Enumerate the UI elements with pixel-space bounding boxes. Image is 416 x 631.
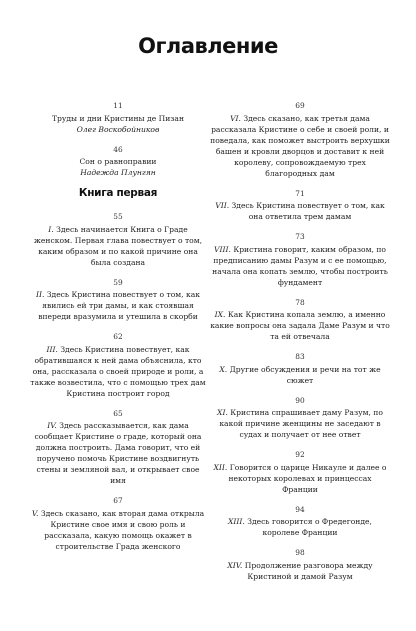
chapter-number: III. [46,344,61,354]
entry-text: Труды и дни Кристины де Пизан [51,113,185,123]
page-number: 83 [295,352,305,361]
toc-entry[interactable] [210,547,390,582]
page-number: 92 [295,450,305,459]
toc-entry[interactable] [28,408,208,487]
entry-text: Здесь сказано, как третья дама рассказала Кристине о себе и своей роли, и поведала, как поможет выстроить верхушки башен и кровли дворцов и доставит к ней королеву, сопровождаемую трех благородных дам [210,113,390,178]
chapter-number: XIII. [228,517,248,526]
page-number: 59 [113,277,123,287]
toc-entry[interactable] [28,277,208,323]
chapter-number: XIV. [227,560,245,570]
entry-text: Здесь Кристина повествует о том, как явились ей три дамы, и как стоявшая впереди вразумила и утешила в скорби [38,290,201,321]
entry-author: Надежда Плунгян [80,168,156,177]
toc-entry[interactable] [210,504,390,539]
entry-text: Другие обсуждения и речи на тот же сюжет [229,364,381,385]
right-column [210,100,390,591]
entry-text: Кристина спрашивает даму Разум, по какой причине женщины не заседают в судах и получает от нее ответ [219,408,383,439]
chapter-number: XI. [217,408,231,417]
page-number: 55 [113,212,123,221]
chapter-number: VIII. [214,244,234,254]
page-number: 90 [295,395,305,405]
chapter-number: I. [48,224,57,234]
page-number: 73 [295,232,305,241]
page-number: 65 [113,408,123,418]
toc-entry[interactable] [210,100,390,179]
chapter-number: X. [219,364,230,374]
toc-entry[interactable] [28,100,208,135]
toc-entry[interactable] [28,495,208,552]
entry-text: Сон о равноправии [79,157,157,166]
toc-entry[interactable] [28,211,208,268]
chapter-number: VI. [230,113,244,123]
entry-text: Здесь Кристина повествует о том, как она ответила трем дамам [231,201,385,221]
toc-entry[interactable] [28,144,208,179]
chapter-number: II. [35,290,47,299]
chapter-number: IX. [214,310,228,319]
page-number: 46 [113,144,123,154]
entry-text: Говорится о царице Никауле и далее о некоторых королевах и принцессах Франции [228,462,387,494]
page-number: 67 [113,496,123,505]
entry-text: Здесь говорится о Фредегонде, королеве Франции [247,517,372,537]
chapter-number: XII. [213,462,230,472]
page-number: 98 [295,548,305,557]
chapter-number: V. [31,508,41,518]
toc-entry[interactable] [28,331,208,399]
toc-entry[interactable] [210,188,390,223]
toc-entry[interactable] [210,351,390,386]
toc-entry[interactable] [210,449,390,495]
page-number: 69 [295,101,305,110]
section-heading: Книга первая [78,187,158,199]
chapter-number: VII. [215,201,232,210]
entry-text: Кристина говорит, каким образом, по предписанию дамы Разум и с ее помощью, начала она копать землю, чтобы построить фундамент [212,244,388,287]
page-number: 71 [295,188,305,198]
page-number: 78 [295,297,305,307]
page-number: 94 [295,504,305,514]
page-title: Оглавление [138,34,278,58]
toc-entry[interactable] [210,297,390,343]
toc-entry[interactable] [210,395,390,441]
entry-text: Здесь сказано, как вторая дама открыла Кристине свое имя и свою роль и рассказала, какую помощь окажет в строительстве Града женского [40,508,205,551]
entry-author: Олег Воскобойников [76,124,160,134]
entry-text: Здесь рассказывается, как дама сообщает Кристине о граде, который она должна построить. Дама говорит, что ей поручено помочь Кристине воздвигнуть стены и земляной вал, и открывает свое имя [34,421,202,485]
chapter-number: IV. [47,421,60,430]
left-column [28,100,208,561]
entry-text: Здесь начинается Книга о Граде женском. Первая глава повествует о том, каким образом и по какой причине она была создана [33,224,203,267]
page-number: 62 [113,332,123,341]
entry-text: Здесь Кристина повествует, как обратившаяся к ней дама объяснила, кто она, рассказала о своей природе и роли, а также возвестила, что с помощью трех дам Кристина построит город [30,344,206,398]
page-number: 11 [113,101,123,110]
entry-text: Как Кристина копала землю, а именно какие вопросы она задала Даме Разум и что та ей отвечала [210,310,390,341]
toc-entry[interactable] [210,231,390,288]
entry-text: Продолжение разговора между Кристиной и дамой Разум [244,560,373,581]
